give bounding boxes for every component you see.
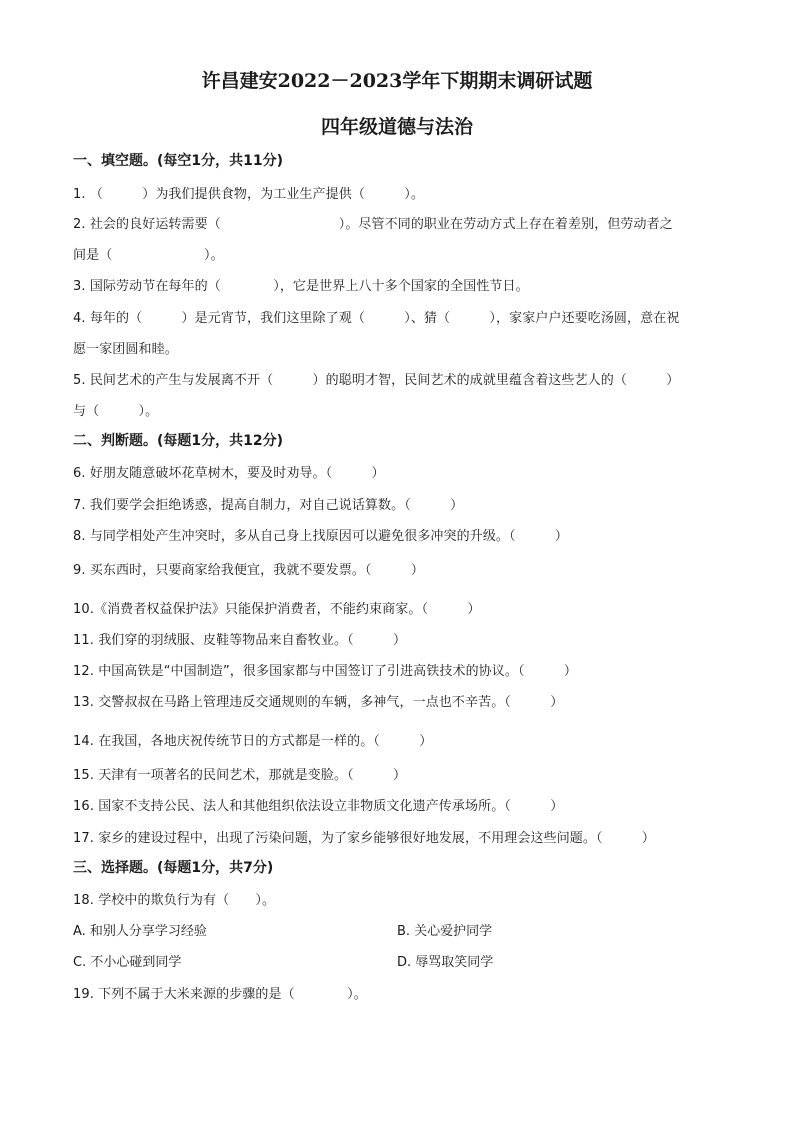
option-c: C. 不小心碰到同学 (73, 955, 182, 970)
option-a: A. 和别人分享学习经验 (73, 924, 207, 939)
question-9: 9. 买东西时，只要商家给我便宜，我就不要发票。（ ） (73, 563, 424, 578)
question-17: 17. 家乡的建设过程中，出现了污染问题，为了家乡能够很好地发展，不用理会这些问题。（ ） (73, 831, 656, 846)
exam-title: 许昌建安2022－2023学年下期期末调研试题 (201, 70, 593, 92)
question-19: 19. 下列不属于大米来源的步骤的是（ ）。 (73, 987, 367, 1002)
section-fill-blank-heading: 一、填空题。(每空1分，共11分) (73, 153, 284, 169)
question-6: 6. 好朋友随意破坏花草树木，要及时劝导。（ ） (73, 466, 385, 481)
question-5: 5. 民间艺术的产生与发展离不开（ ）的聪明才智，民间艺术的成就里蕴含着这些艺人的（ ） (73, 373, 680, 388)
question-3: 3. 国际劳动节在每年的（ ），它是世界上八十多个国家的全国性节日。 (73, 279, 529, 294)
exam-subtitle: 四年级道德与法治 (320, 116, 473, 138)
question-1: 1. （ ）为我们提供食物，为工业生产提供（ ）。 (73, 187, 424, 202)
question-2: 2. 社会的良好运转需要（ ）。尽管不同的职业在劳动方式上存在着差别，但劳动者之 (73, 217, 673, 232)
question-2-continued: 间是（ ）。 (73, 248, 224, 263)
question-16: 16. 国家不支持公民、法人和其他组织依法设立非物质文化遗产传承场所。（ ） (73, 799, 564, 814)
question-15: 15. 天津有一项著名的民间艺术，那就是变脸。（ ） (73, 768, 407, 783)
question-14: 14. 在我国，各地庆祝传统节日的方式都是一样的。（ ） (73, 734, 433, 749)
question-5-continued: 与（ ）。 (73, 404, 159, 419)
question-8: 8. 与同学相处产生冲突时，多从自己身上找原因可以避免很多冲突的升级。（ ） (73, 529, 569, 544)
question-4: 4. 每年的（ ）是元宵节，我们这里除了观（ ）、猜（ ），家家户户还要吃汤圆，意在祝 (73, 311, 680, 326)
question-10: 10.《消费者权益保护法》只能保护消费者，不能约束商家。（ ） (73, 602, 481, 617)
question-4-continued: 愿一家团圆和睦。 (73, 342, 178, 357)
section-choice-heading: 三、选择题。(每题1分，共7分) (73, 860, 274, 876)
question-11: 11. 我们穿的羽绒服、皮鞋等物品来自畜牧业。（ ） (73, 633, 407, 648)
question-12: 12. 中国高铁是“中国制造”，很多国家都与中国签订了引进高铁技术的协议。（ ） (73, 664, 577, 679)
question-18: 18. 学校中的欺负行为有（ ）。 (73, 893, 276, 908)
option-b: B. 关心爱护同学 (397, 924, 493, 939)
section-judgment-heading: 二、判断题。(每题1分，共12分) (73, 433, 284, 449)
question-13: 13. 交警叔叔在马路上管理违反交通规则的车辆，多神气，一点也不辛苦。（ ） (73, 695, 564, 710)
question-7: 7. 我们要学会拒绝诱惑，提高自制力，对自己说话算数。（ ） (73, 498, 464, 513)
option-d: D. 辱骂取笑同学 (397, 955, 494, 970)
